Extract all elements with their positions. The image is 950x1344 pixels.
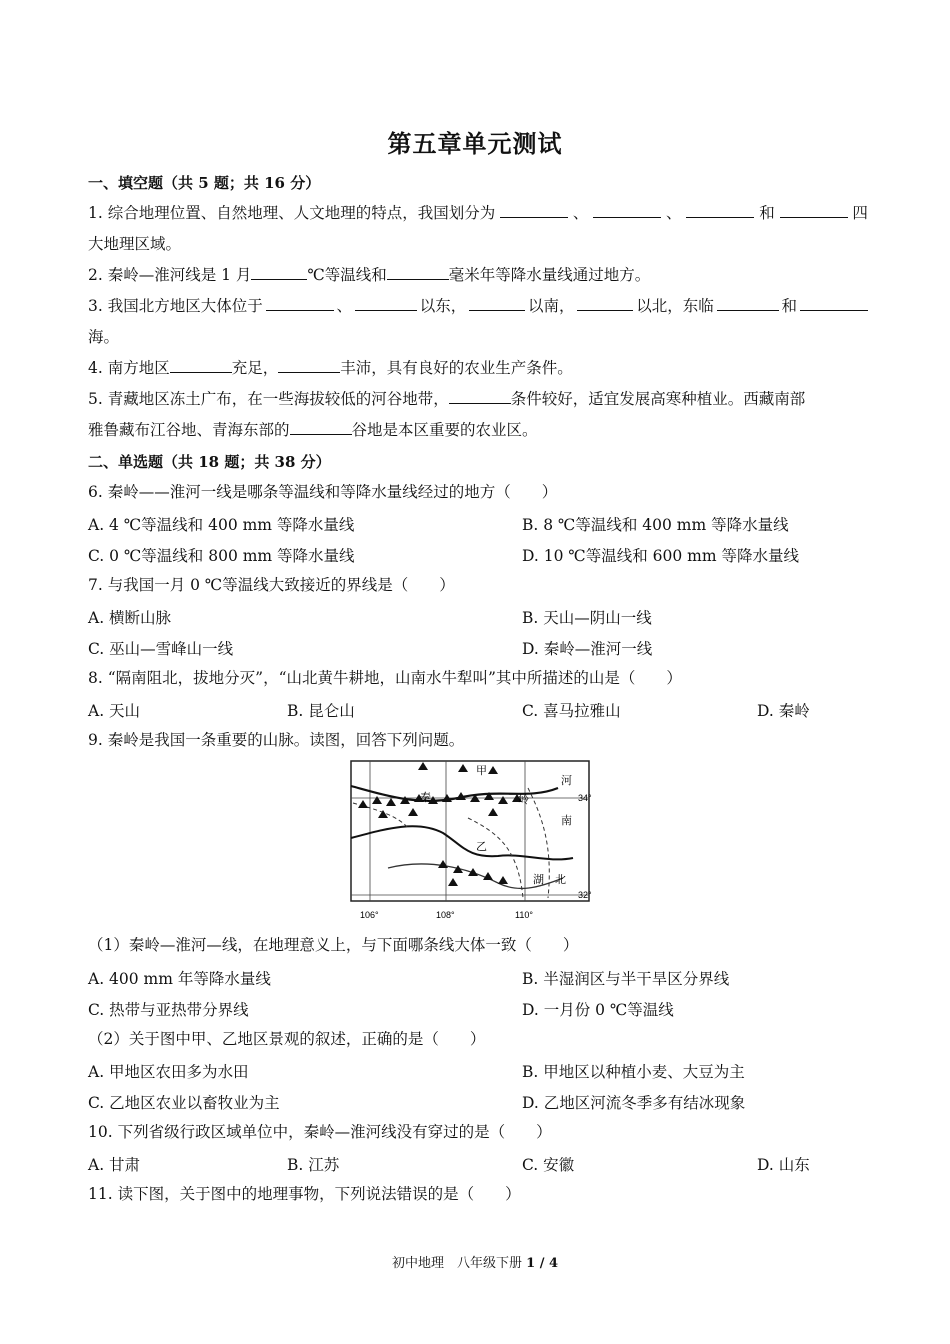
option-d[interactable]: D. 秦岭—淮河一线 (522, 640, 653, 658)
q3-text: 以北，东临 (636, 297, 714, 315)
answer-blank[interactable] (278, 358, 340, 373)
option-b[interactable]: B. 昆仑山 (287, 702, 355, 720)
q5-line2 (88, 420, 868, 440)
qinling-map (348, 758, 600, 928)
option-d[interactable]: D. 秦岭 (757, 702, 810, 720)
option-c[interactable]: C. 巫山—雪峰山一线 (88, 640, 234, 658)
question-7-stem: 7. 与我国一月 0 ℃等温线大致接近的界线是（ ） (88, 576, 455, 594)
option-d[interactable]: D. 乙地区河流冬季多有结冰现象 (522, 1094, 746, 1112)
option-c[interactable]: C. 喜马拉雅山 (522, 702, 621, 720)
q3-line2: 海。 (88, 328, 120, 346)
page-title: 第五章单元测试 (387, 129, 563, 158)
q1-sep: 、 (666, 204, 682, 222)
page-number: 1 / 4 (526, 1256, 559, 1271)
longitude-label: 106° (360, 910, 379, 920)
q2-text: 2. 秦岭—淮河线是 1 月 (88, 266, 252, 284)
question-8-stem: 8. “隔南阻北，拔地分灭”，“山北黄牛耕地，山南水牛犁叫”其中所描述的山是（ ） (88, 669, 682, 687)
option-b[interactable]: B. 8 ℃等温线和 400 mm 等降水量线 (522, 516, 789, 534)
q1-end: 四 (852, 204, 868, 222)
option-c[interactable]: C. 乙地区农业以畜牧业为主 (88, 1094, 280, 1112)
q3-text: 3. 我国北方地区大体位于 (88, 297, 263, 315)
option-a[interactable]: A. 400 mm 年等降水量线 (88, 970, 271, 988)
section-heading: 二、单选题（共 18 题；共 38 分） (88, 453, 331, 471)
q3-text: 以东， (419, 297, 467, 315)
option-d[interactable]: D. 10 ℃等温线和 600 mm 等降水量线 (522, 547, 799, 565)
question-3 (88, 296, 868, 316)
q5-text: 雅鲁藏布江谷地、青海东部的 (88, 421, 290, 439)
option-a[interactable]: A. 甘肃 (88, 1156, 141, 1174)
question-11-stem: 11. 读下图，关于图中的地理事物，下列说法错误的是（ ） (88, 1185, 521, 1203)
answer-blank[interactable] (387, 265, 449, 280)
answer-blank[interactable] (686, 203, 754, 218)
option-d[interactable]: D. 山东 (757, 1156, 810, 1174)
answer-blank[interactable] (800, 296, 868, 311)
q1-and: 和 (759, 204, 775, 222)
footer-text: 初中地理 八年级下册 (391, 1256, 522, 1271)
option-c[interactable]: C. 安徽 (522, 1156, 575, 1174)
answer-blank[interactable] (577, 296, 633, 311)
question-10-stem: 10. 下列省级行政区域单位中，秦岭—淮河线没有穿过的是（ ） (88, 1123, 552, 1141)
q5-text: 5. 青藏地区冻土广布，在一些海拔较低的河谷地带， (88, 390, 449, 408)
q4-text: 充足， (231, 359, 279, 377)
option-b[interactable]: B. 半湿润区与半干旱区分界线 (522, 970, 730, 988)
q1-text: 1. 综合地理位置、自然地理、人文地理的特点，我国划分为 (88, 204, 496, 222)
question-9-2-stem: （2）关于图中甲、乙地区景观的叙述，正确的是（ ） (88, 1030, 486, 1048)
q3-sep: 、 (336, 297, 352, 315)
answer-blank[interactable] (469, 296, 525, 311)
option-d[interactable]: D. 一月份 0 ℃等温线 (522, 1001, 674, 1019)
option-a[interactable]: A. 甲地区农田多为水田 (88, 1063, 249, 1081)
latitude-label: 34° (578, 793, 592, 803)
q5-text: 谷地是本区重要的农业区。 (351, 421, 538, 439)
answer-blank[interactable] (449, 389, 511, 404)
question-9-1-stem: （1）秦岭—淮河—线，在地理意义上，与下面哪条线大体一致（ ） (88, 936, 579, 954)
q2-text: ℃等温线和 (307, 266, 387, 284)
answer-blank[interactable] (717, 296, 779, 311)
answer-blank[interactable] (500, 203, 568, 218)
latitude-label: 32° (578, 890, 592, 900)
q2-text: 毫米年等降水量线通过地方。 (448, 266, 651, 284)
q3-text: 以南， (528, 297, 575, 315)
q5-text: 条件较好，适宜发展高寒种植业。西藏南部 (510, 390, 806, 408)
question-1 (88, 203, 868, 223)
q4-text: 4. 南方地区 (88, 359, 170, 377)
answer-blank[interactable] (780, 203, 848, 218)
longitude-label: 110° (515, 910, 533, 920)
option-a[interactable]: A. 横断山脉 (88, 609, 172, 627)
option-b[interactable]: B. 江苏 (287, 1156, 340, 1174)
question-5 (88, 389, 868, 409)
map-label: 秦 (420, 792, 431, 804)
section-heading: 一、填空题（共 5 题；共 16 分） (88, 174, 321, 192)
q4-text: 丰沛，具有良好的农业生产条件。 (340, 359, 573, 377)
option-c[interactable]: C. 0 ℃等温线和 800 mm 等降水量线 (88, 547, 355, 565)
option-a[interactable]: A. 天山 (88, 702, 141, 720)
page-footer (0, 1252, 950, 1271)
map-label: 河 (561, 775, 572, 787)
option-b[interactable]: B. 甲地区以种植小麦、大豆为主 (522, 1063, 745, 1081)
map-label: 甲 (476, 765, 487, 777)
question-6-stem: 6. 秦岭——淮河一线是哪条等温线和等降水量线经过的地方（ ） (88, 483, 558, 501)
longitude-label: 108° (436, 910, 455, 920)
map-label: 北 (555, 874, 566, 886)
map-label: 乙 (476, 841, 487, 853)
map-label: 岭 (518, 794, 529, 806)
q1-line2: 大地理区域。 (88, 235, 182, 253)
answer-blank[interactable] (170, 358, 232, 373)
q1-sep: 、 (572, 204, 589, 222)
map-label: 湖 (533, 874, 544, 886)
question-9-stem: 9. 秦岭是我国一条重要的山脉。读图，回答下列问题。 (88, 731, 465, 749)
option-c[interactable]: C. 热带与亚热带分界线 (88, 1001, 249, 1019)
answer-blank[interactable] (355, 296, 417, 311)
option-b[interactable]: B. 天山—阴山一线 (522, 609, 652, 627)
option-a[interactable]: A. 4 ℃等温线和 400 mm 等降水量线 (88, 516, 355, 534)
question-4 (88, 358, 868, 378)
answer-blank[interactable] (290, 420, 352, 435)
answer-blank[interactable] (251, 265, 307, 280)
question-2 (88, 265, 868, 285)
answer-blank[interactable] (266, 296, 334, 311)
q3-and: 和 (781, 297, 798, 315)
answer-blank[interactable] (593, 203, 661, 218)
map-label: 南 (561, 815, 572, 827)
